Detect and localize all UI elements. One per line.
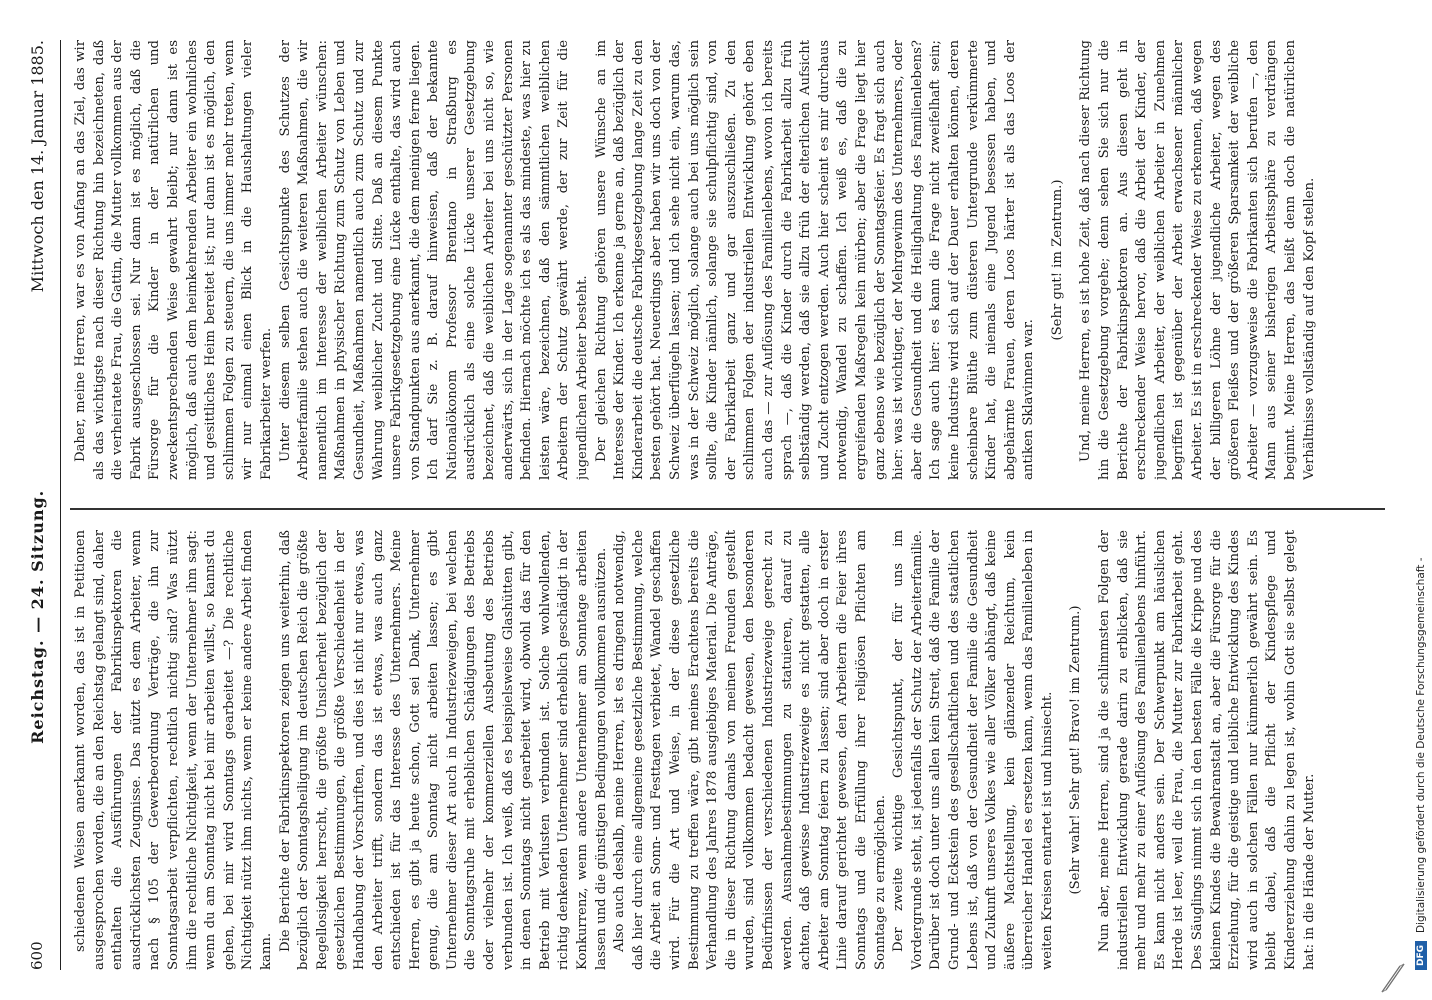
applause-note: (Sehr gut! im Zentrum.) [1049,179,1065,341]
paragraph: Und, meine Herren, es ist hohe Zeit, daß nach dieser Richtung hin die Gesetzgebung vorgehe; denn sehen Sie sich nur die Berichte der Fabrikinspektoren an. Aus diesen geht in erschreckender Weise hervor, daß die Arbeit der Kinder, der jugendlichen Arbeiter, der weiblichen Arbeiter in Zunehmen begriffen ist gegenüber der Arbeit erwachsener männlicher Arbeiter. Es ist in erschreckender Weise zu erkennen, daß wegen der billigeren Löhne der jugendliche Arbeiter, wegen des größeren Fleißes und der größeren Sparsamkeit der weibliche Arbeiter — vorzugsweise die Fabrikanten sich berufen —, den Mann aus seiner bisherigen Arbeitssphäre zu verdrängen beginnt. Meine Herren, das heißt denn doch die natürlichen Verhältnisse vollständig auf den Kopf stellen. [1078,40,1317,480]
digitization-credit: Digitalisierung gefördert durch die Deutsche Forschungsgemeinschaft - [1415,557,1427,933]
dfg-credit-strip [1410,30,1432,970]
page-number: 600 [28,941,46,970]
session-date: Mittwoch den 14. Januar 1885. [27,40,47,293]
paragraph: Der zweite wichtige Gesichtspunkt, der für uns im Vordergrunde steht, ist jedenfalls der Schutz der Arbeiterfamilie. Darüber ist doch unter uns allen kein Streit, daß die Familie der Grund- und Eckstein des gesellschaftlichen und des staatlichen Lebens ist, daß von der Gesundheit der Familie die Gesundheit und Zukunft unseres Volkes wie aller Völker abhängt, daß keine äußere Machtstellung, kein glänzender Reichtum, kein überreicher Handel es ersetzen kann, wenn das Familienleben in weiten Kreisen entartet ist und hinsiecht. [891,530,1055,970]
paragraph: Nun aber, meine Herren, sind ja die schlimmsten Folgen der industriellen Entwicklung gerade darin zu erblicken, daß sie mehr und mehr zu einer Auflösung des Familienlebens hinführt. Es kann nicht anders sein. Der Schwerpunkt am häuslichen Herde ist leer, weil die Frau, die Mutter zur Fabrikarbeit geht. Des Säuglings nimmt sich in den besten Fälle die Krippe und des kleinen Kindes die Bewahranstalt an, aber die Fürsorge für die Erziehung, für die geistige und leibliche Entwicklung des Kindes wird auch in solchen Fällen nur kümmerlich gewährt sein. Es bleibt dabei, daß die Pflicht der Kindespflege und Kindererziehung dahin zu legen ist, wohin Gott sie selbst gelegt hat: in die Hände der Mutter. [1097,530,1317,970]
left-text-column [72,530,1382,970]
session-title: Reichstag. — 24. Sitzung. [27,489,47,744]
applause-note: (Sehr wahr! Sehr gut! Bravo! im Zentrum.) [1068,605,1084,895]
column-divider [70,509,1385,511]
paragraph: schiedenen Weisen anerkannt worden, das ist in Petitionen ausgesprochen worden, die an den Reichstag gelangt sind, daher enthalten die Ausführungen der Fabrikinspektoren die ausdrücklichsten Zeugnisse. Das nützt es dem Arbeiter, wenn nach § 105 der Gewerbeordnung Verträge, die ihn zur Sonntagsarbeit verpflichten, rechtlich nichtig sind? Was nützt ihm die rechtliche Nichtigkeit, wenn der Unternehmer ihm sagt: wenn du am Sonntag nicht bei mir arbeiten willst, so kannst du gehen, bei mir wird Sonntags gearbeitet —? Die rechtliche Nichtigkeit nützt ihm nichts, wenn er keine andere Arbeit finden kann. [73,530,274,970]
paragraph: Die Berichte der Fabrikinspektoren zeigen uns weiterhin, daß bezüglich der Sonntagsheiligung im deutschen Reich die größte Regellosigkeit herrscht, die größte Unsicherheit bezüglich der gesetzlichen Bestimmungen, die größte Verschiedenheit in der Handhabung der Vorschriften, und dies ist nicht nur etwas, was den Arbeiter trifft, sondern das ist etwas, was auch ganz entschieden ist für das Interesse des Unternehmers. Meine Herren, es gibt ja heute schon, Gott sei Dank, Unternehmer genug, die am Sonntag nicht arbeiten lassen; es gibt Unternehmer dieser Art auch in Industriezweigen, bei welchen die Sonntagsruhe mit erheblichen Schädigungen des Betriebs oder vielmehr der kommerziellen Ausbeutung des Betriebs verbunden ist. Ich weiß, daß es beispielsweise Glashütten gibt, in denen Sonntags nicht gearbeitet wird, obwohl das für den Betrieb mit Verlusten verbunden ist. Solche wohlwollenden, richtig denkenden Unternehmer sind erheblich geschädigt in der Konkurrenz, wenn andere Unternehmer am Sonntage arbeiten lassen und die günstigen Bedingungen vollkommen ausnützen. [277,530,609,970]
paragraph: Der gleichen Richtung gehören unsere Wünsche an im Interesse der Kinder. Ich erkenne ja gerne an, daß bezüglich der Kinderarbeit die deutsche Fabrikgesetzgebung lange Zeit zu den besten gehört hat. Neuerdings aber haben wir uns doch von der Schweiz überflügeln lassen; und ich sehe nicht ein, warum das, was in der Schweiz möglich, solange auch bei uns möglich sein sollte, die Kinder nämlich, solange sie schulpflichtig sind, von der Fabrikarbeit ganz und gar auszuschließen. Zu den schlimmen Folgen der industriellen Entwicklung gehört eben auch das — zur Auflösung des Familienlebens, wovon ich bereits sprach —, daß die Kinder durch die Fabrikarbeit allzu früh selbständig werden, daß sie allzu früh der elterlichen Aufsicht und Zucht entzogen werden. Auch hier scheint es mir durchaus notwendig, Wandel zu schaffen. Ich weiß es, daß die zu ergreifenden Maßregeln kein mürben; aber die Frage liegt hier ganz ebenso wie bezüglich der Sonntagsfeier. Es fragt sich auch hier: was ist wichtiger, der Mehrgewinn des Unternehmers, oder aber die Gesundheit und die Heilighaltung des Familienlebens? Ich sage auch hier: es kann die Frage nicht zweifelhaft sein; keine Industrie wird sich auf der Dauer erhalten können, deren scheinbare Blüthe zum düsteren Untergrunde verkümmerte Kinder hat, die niemals eine Jugend besessen haben, und abgehärmte Frauen, deren Loos härter ist als das Loos der antiken Sklavinnen war. [593,40,1037,480]
dfg-logo: DFG [1415,941,1427,970]
page-header [14,40,61,970]
pencil-mark-icon [1380,960,1410,994]
paragraph: Unter diesem selben Gesichtspunkte des Schutzes der Arbeiterfamilie stehen auch die weiteren Maßnahmen, die wir namentlich im Interesse der weiblichen Arbeiter wünschen: Maßnahmen in physischer Richtung zum Schutz von Leben und Gesundheit, Maßnahmen namentlich auch zum Schutz und zur Wahrung weiblicher Zucht und Sitte. Daß an diesem Punkte unsere Fabrikgesetzgebung eine Lücke enthalte, das wird auch von Standpunkten aus anerkannt, die dem meinigen ferne liegen. Ich darf Sie z. B. darauf hinweisen, daß der bekannte Nationalökonom Professor Brentano in Straßburg es ausdrücklich als eine solche Lücke unserer Gesetzgebung bezeichnet, daß die weiblichen Arbeiter bei uns nicht so, wie anderwärts, sich in der Lage sogenannter geschützter Personen befinden. Hiernach möchte ich es als das mindeste, was hier zu leisten wäre, bezeichnen, daß den sämmtlichen weiblichen Arbeitern der Schutz gewährt werde, der zur Zeit für die jugendlichen Arbeiter besteht. [277,40,591,480]
paragraph: Daher, meine Herren, war es von Anfang an das Ziel, das wir als das wichtigste nach dieser Richtung hin bezeichneten, daß die verheiratete Frau, die Gattin, die Mutter vollkommen aus der Fabrik ausgeschlossen sei. Nur dann ist es möglich, daß die Fürsorge für die Kinder in der natürlichen und zweckentsprechenden Weise gewahrt bleibt; nur dann ist es möglich, daß auch dem heimkehrenden Arbeiter ein wohnliches und gesittliches Heim bereitet ist; nur dann ist es möglich, den schlimmen Folgen zu steuern, die uns immer mehr treten, wenn wir nur einmal einen Blick in die Haushaltungen vieler Fabrikarbeiter werfen. [73,40,274,480]
paragraph: Also auch deshalb, meine Herren, ist es dringend notwendig, daß hier durch eine allgemeine gesetzliche Bestimmung, welche die Arbeit an Sonn- und Festtagen verbietet, Wandel geschaffen wird. Für die Art und Weise, in der diese gesetzliche Bestimmung zu treffen wäre, gibt meines Erachtens bereits die Verhandlung des Jahres 1878 ausgiebiges Material. Die Anträge, die in dieser Richtung damals von meinen Freunden gestellt wurden, sind vollkommen bedacht gewesen, den besonderen Bedürfnissen der verschiedenen Industriezweige gerecht zu werden. Ausnahmebestimmungen zu statuieren, darauf zu achten, daß gewisse Industriezweige es nicht gestatten, alle Arbeiter am Sonntag feiern zu lassen; sind aber doch in erster Linie darauf gerichtet gewesen, den Arbeitern die Feier ihres Sonntags und die Erfüllung ihrer religiösen Pflichten am Sonntage zu ermöglichen. [612,530,888,970]
right-text-column [72,40,1382,480]
